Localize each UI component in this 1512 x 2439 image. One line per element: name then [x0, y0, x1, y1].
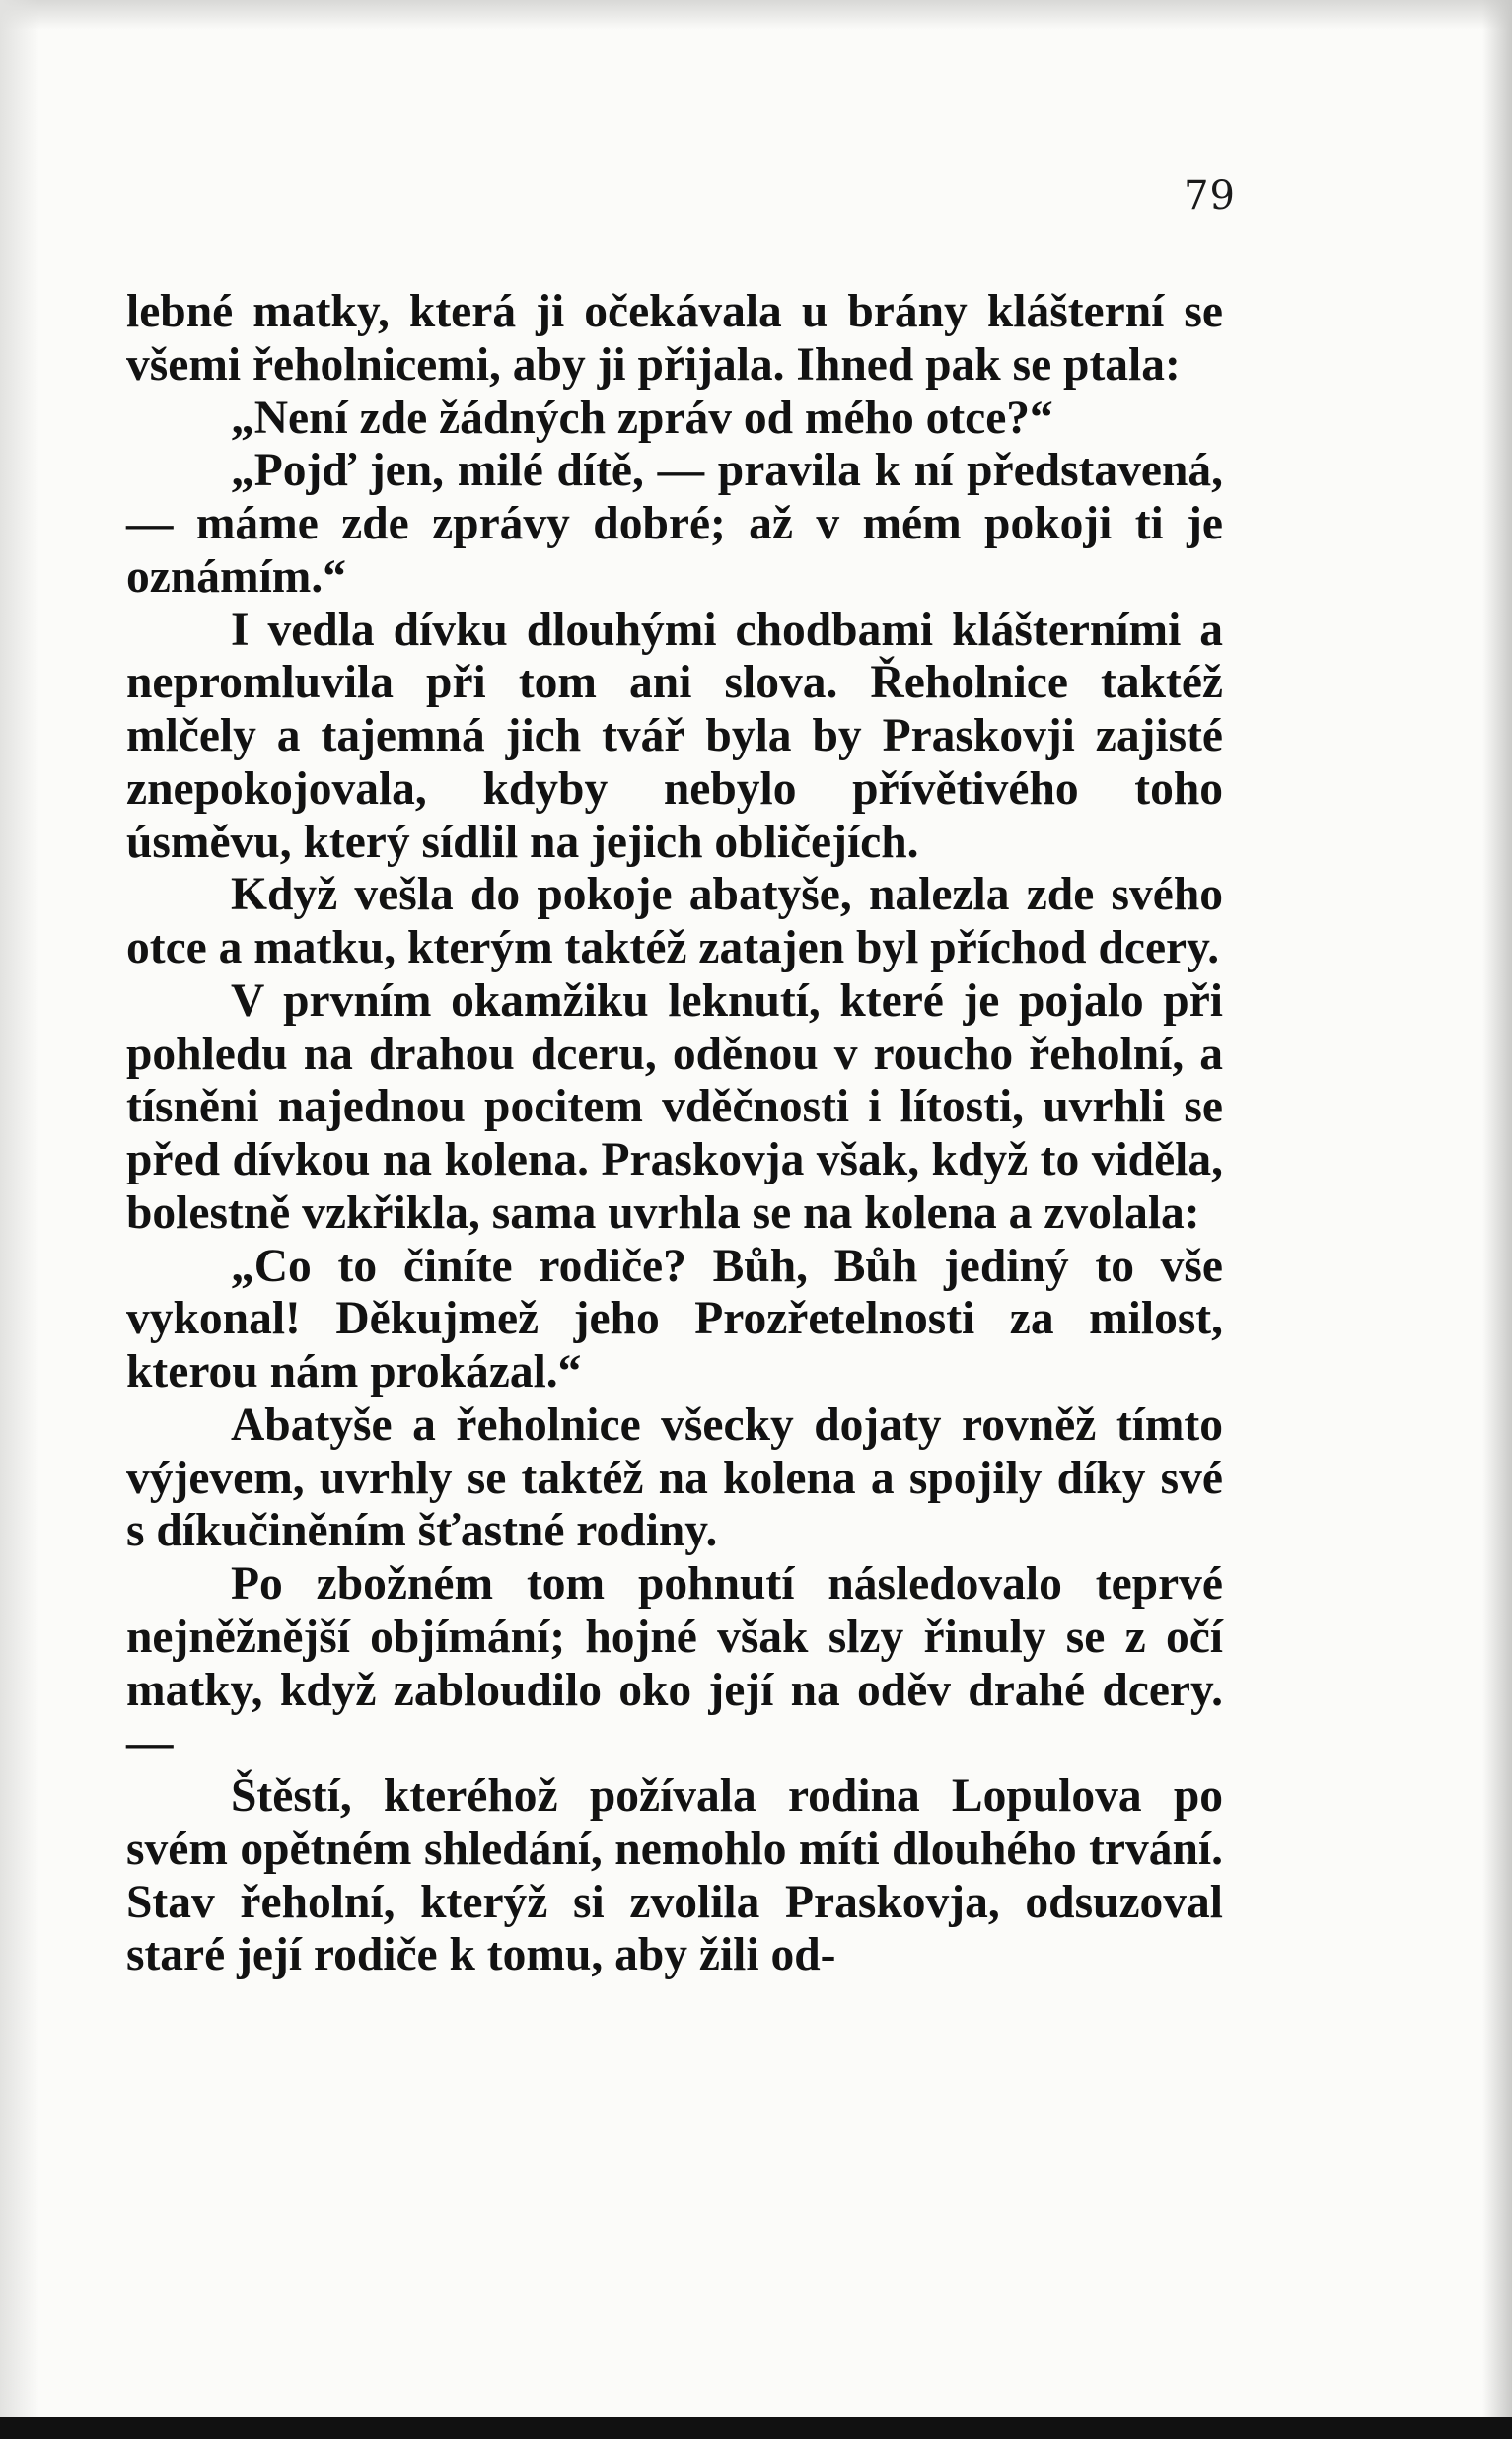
page-edge-top — [0, 0, 1512, 30]
page-edge-bottom — [0, 2417, 1512, 2439]
paragraph: lebné matky, která ji očekávala u brány klášterní se všemi řeholnicemi, aby ji přijala. Ihned pak se ptala: — [126, 286, 1223, 391]
page-edge-left — [0, 0, 39, 2439]
page-number: 79 — [1184, 174, 1236, 219]
paragraph: Štěstí, kteréhož požívala rodina Lopulova po svém opětném shledání, nemohlo míti dlouhého trvání. Stav řeholní, kterýž si zvolila Praskovja, odsuzoval staré její rodiče k tomu, aby žili od- — [126, 1770, 1223, 1981]
paragraph: V prvním okamžiku leknutí, které je pojalo při pohledu na drahou dceru, oděnou v roucho řeholní, a tísněni najednou pocitem vděčnosti i lítosti, uvrhli se před dívkou na kolena. Praskovja však, když to viděla, bolestně vzkřikla, sama uvrhla se na kolena a zvolala: — [126, 974, 1223, 1239]
page-edge-right — [1482, 0, 1512, 2439]
paragraph: Když vešla do pokoje abatyše, nalezla zde svého otce a matku, kterým taktéž zatajen byl příchod dcery. — [126, 869, 1223, 973]
paragraph: „Co to činíte rodiče? Bůh, Bůh jediný to vše vykonal! Děkujmež jeho Prozřetelnosti za milost, kterou nám prokázal.“ — [126, 1240, 1223, 1398]
body-text — [126, 286, 1223, 1982]
paragraph: Po zbožném tom pohnutí následovalo teprvé nejněžnější objímání; hojné však slzy řinuly se z očí matky, když zabloudilo oko její na oděv drahé dcery. — — [126, 1558, 1223, 1769]
paragraph: „Není zde žádných zpráv od mého otce?“ — [231, 392, 1053, 444]
paragraph: I vedla dívku dlouhými chodbami klášterními a nepromluvila při tom ani slova. Řeholnice taktéž mlčely a tajemná jich tvář byla by Praskovji zajisté znepokojovala, kdyby nebylo přívětivého toho úsměvu, který sídlil na jejich obličejích. — [126, 604, 1223, 868]
paragraph: „Pojď jen, milé dítě, — pravila k ní představená, — máme zde zprávy dobré; až v mém pokoji ti je oznámím.“ — [126, 445, 1223, 603]
paragraph: Abatyše a řeholnice všecky dojaty rovněž tímto výjevem, uvrhly se taktéž na kolena a spojily díky své s díkučiněním šťastné rodiny. — [126, 1399, 1223, 1557]
